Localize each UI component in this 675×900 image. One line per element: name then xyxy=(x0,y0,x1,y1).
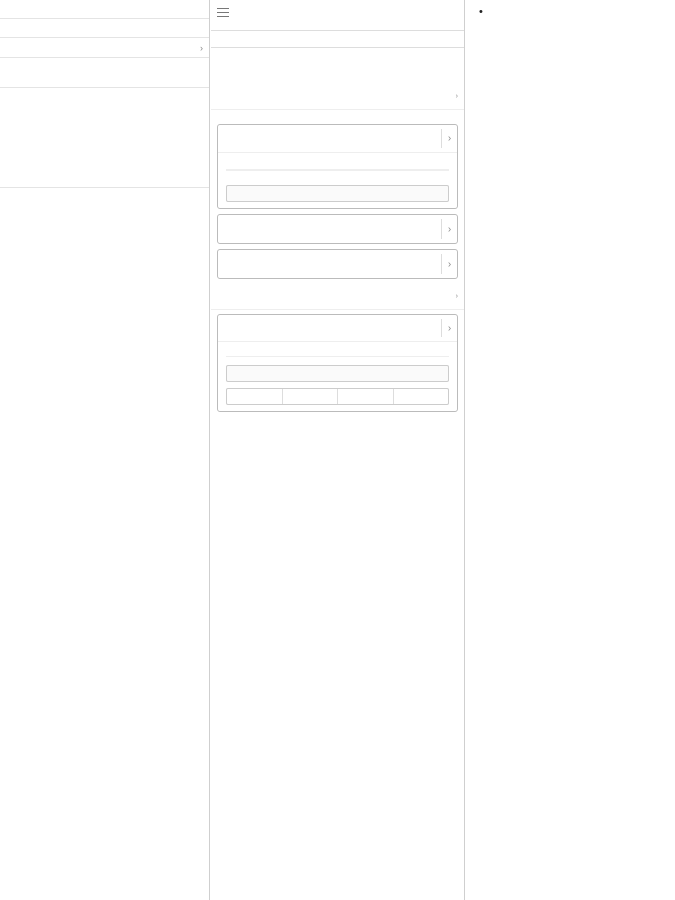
chevron-right-icon[interactable]: › xyxy=(441,219,457,239)
main-panel xyxy=(211,0,464,900)
upgrade-card-header[interactable] xyxy=(218,250,457,278)
log-panel xyxy=(464,0,675,900)
energy-row[interactable] xyxy=(0,38,209,58)
research-button[interactable] xyxy=(226,185,449,202)
hamburger-icon[interactable] xyxy=(217,8,229,20)
top-bar xyxy=(211,0,464,28)
chevron-right-icon[interactable]: › xyxy=(441,129,457,148)
price-row xyxy=(226,356,449,357)
upgrade-card-advanced-automation[interactable] xyxy=(217,214,458,244)
craft-card-header[interactable] xyxy=(218,315,457,342)
wood-effects-tooltip xyxy=(0,88,209,188)
crafting-section-header[interactable] xyxy=(211,284,464,310)
craft-button[interactable] xyxy=(226,365,449,382)
upgrade-card-header[interactable] xyxy=(218,125,457,153)
praise-sun-button[interactable] xyxy=(0,19,209,38)
spacer xyxy=(0,58,209,88)
tab-bar xyxy=(211,30,464,48)
chevron-right-icon[interactable]: › xyxy=(441,254,457,274)
calendar-title: • xyxy=(479,6,483,18)
chevron-right-icon: › xyxy=(200,42,203,53)
craft-card-refine-catnip xyxy=(217,314,458,412)
craft-minus-1-button[interactable] xyxy=(338,389,394,404)
chevron-right-icon[interactable]: › xyxy=(441,319,457,337)
craft-minus-25-button[interactable] xyxy=(394,389,449,404)
chevron-right-icon: › xyxy=(455,293,458,300)
resources-panel xyxy=(0,0,210,900)
upgrade-card-workshop-automation xyxy=(217,124,458,209)
upgrade-card-pneumatic-press[interactable] xyxy=(217,249,458,279)
craft-plus-1-button[interactable] xyxy=(227,389,283,404)
upgrade-card-header[interactable] xyxy=(218,215,457,243)
craft-amount-stepper xyxy=(226,388,449,405)
craft-plus-25-button[interactable] xyxy=(283,389,339,404)
upgrades-section-header[interactable] xyxy=(211,84,464,110)
send-hunters-button[interactable] xyxy=(0,0,209,19)
update-time xyxy=(467,26,675,46)
chevron-right-icon: › xyxy=(455,93,458,100)
price-row xyxy=(226,170,449,171)
